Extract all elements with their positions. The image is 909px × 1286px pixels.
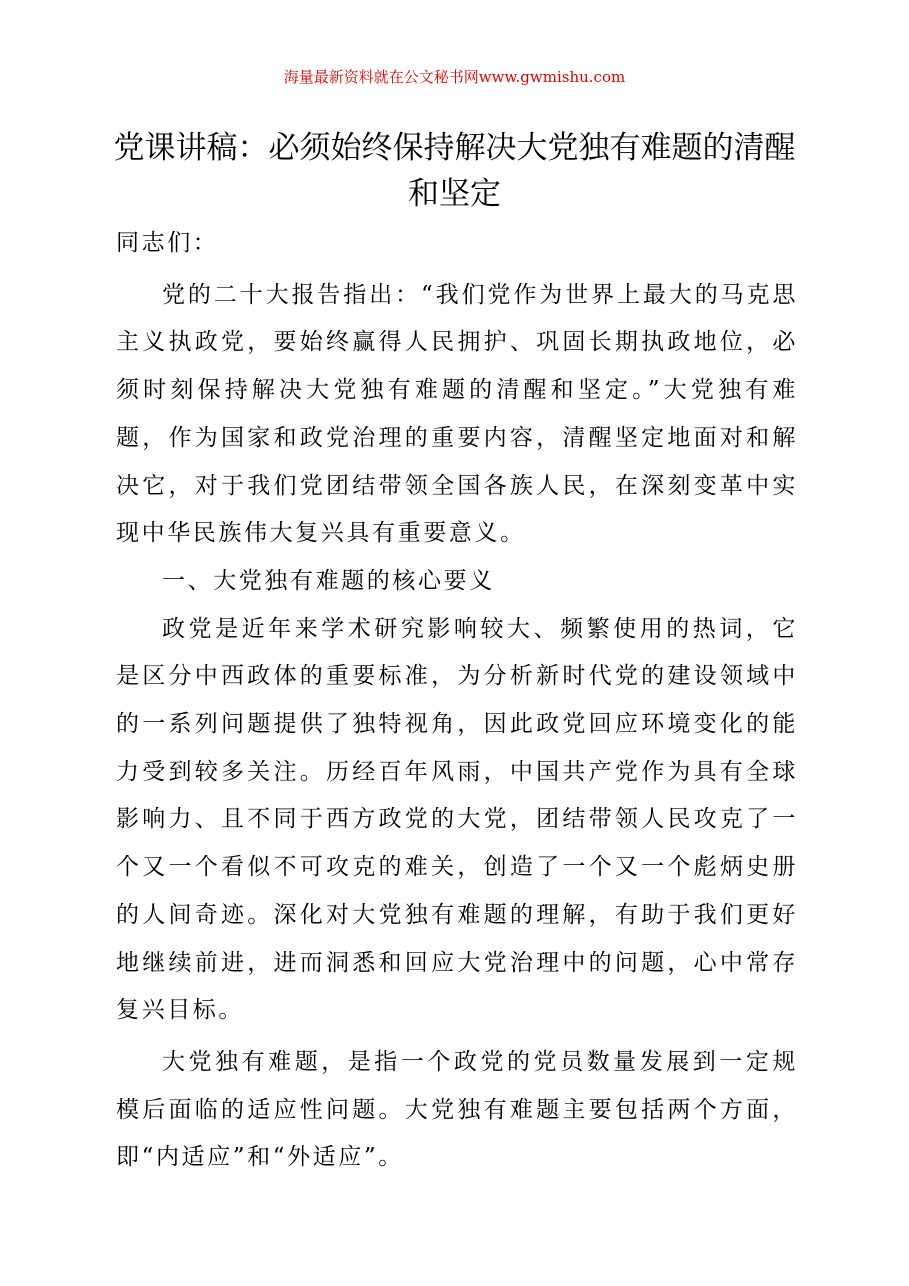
paragraph-definition: 大党独有难题，是指一个政党的党员数量发展到一定规模后面临的适应性问题。大党独有难题主要包括两个方面，即“内适应”和“外适应”。 — [116, 1048, 798, 1171]
section-heading-1: 一、大党独有难题的核心要义 — [162, 567, 495, 594]
salutation: 同志们： — [116, 230, 219, 256]
paragraph-intro: 党的二十大报告指出：“我们党作为世界上最大的马克思主义执政党，要始终赢得人民拥护、巩固长期执政地位，必须时刻保持解决大党独有难题的清醒和坚定。”大党独有难题，作为国家和政党治理的重要内容，清醒坚定地面对和解决它，对于我们党团结带领全国各族人民，在深刻变革中实现中华民族伟大复兴具有重要意义。 — [116, 281, 798, 547]
document-title: 党课讲稿：必须始终保持解决大党独有难题的清醒和坚定 — [113, 130, 796, 212]
paragraph-section-1: 政党是近年来学术研究影响较大、频繁使用的热词，它是区分中西政体的重要标准，为分析新时代党的建设领域中的一系列问题提供了独特视角，因此政党回应环境变化的能力受到较多关注。历经百年风雨，中国共产党作为具有全球影响力、且不同于西方政党的大党，团结带领人民攻克了一个又一个看似不可攻克的难关，创造了一个又一个彪炳史册的人间奇迹。深化对大党独有难题的理解，有助于我们更好地继续前进，进而洞悉和回应大党治理中的问题，心中常存复兴目标。 — [116, 615, 798, 1024]
source-link-header[interactable]: 海量最新资料就在公文秘书网www.gwmishu.com — [283, 68, 626, 86]
document-body — [116, 220, 798, 1182]
